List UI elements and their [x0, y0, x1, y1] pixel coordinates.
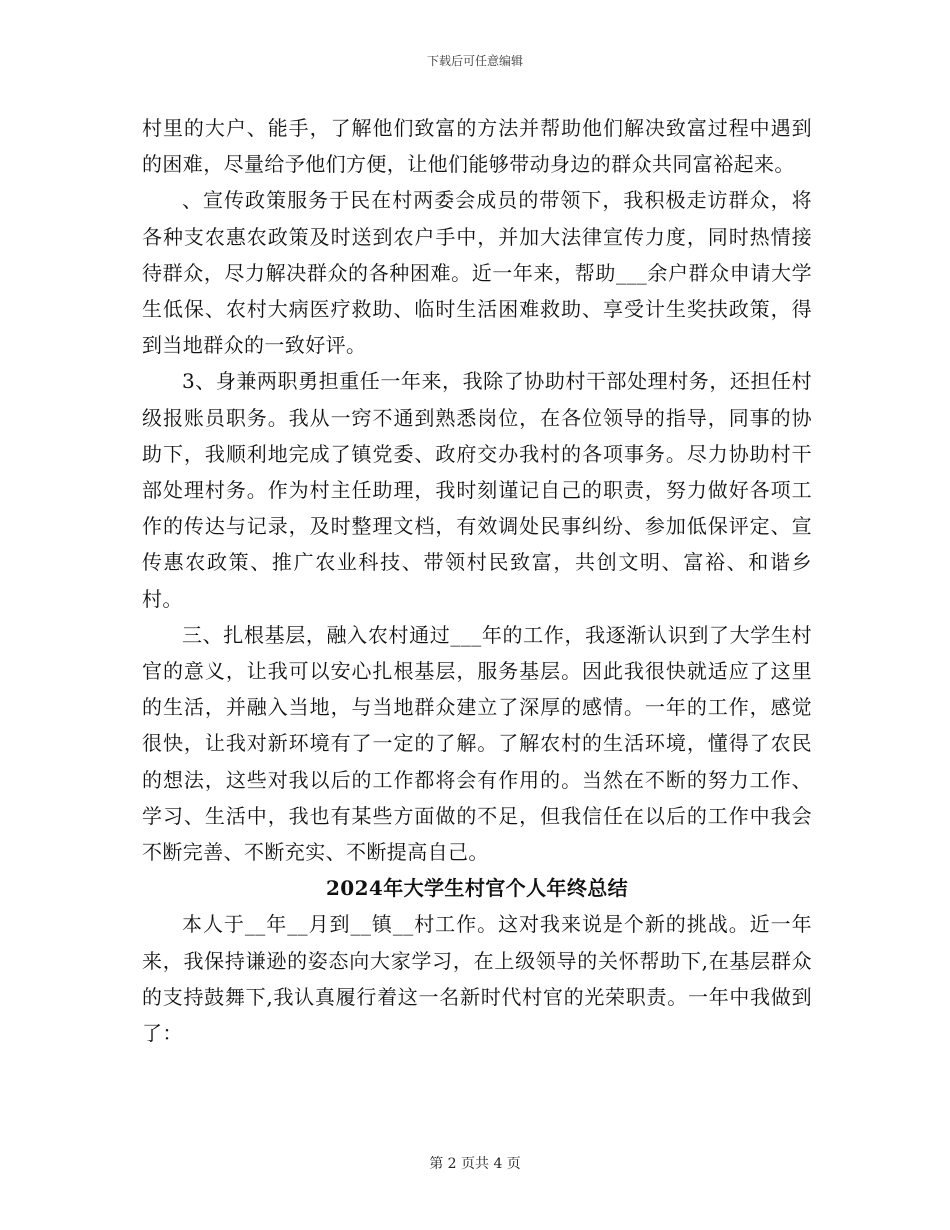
page-number: 第 2 页共 4 页 — [429, 1156, 521, 1172]
paragraph-policy-publicity: 、宣传政策服务于民在村两委会成员的带领下，我积极走访群众，将各种支农惠农政策及时送到农户手中，并加大法律宣传力度，同时热情接待群众，尽力解决群众的各种困难。近一年来，帮助___余户群众申请大学生低保、农村大病医疗救助、临时生活困难救助、享受计生奖扶政策，得到当地群众的一致好评。 — [142, 188, 812, 358]
section-title: 2024年大学生村官个人年终总结 — [325, 876, 629, 901]
header-note: 下载后可任意编辑 — [426, 54, 523, 68]
paragraph-intro: 本人于__年__月到__镇__村工作。这对我来说是个新的挑战。近一年来，我保持谦逊的姿态向大家学习，在上级领导的关怀帮助下,在基层群众的支持鼓舞下,我认真履行着这一名新时代村官的光荣职责。一年中我做到了： — [142, 912, 812, 1046]
paragraph-grassroots: 三、扎根基层，融入农村通过___年的工作，我逐渐认识到了大学生村官的意义，让我可以安心扎根基层，服务基层。因此我很快就适应了这里的生活，并融入当地，与当地群众建立了深厚的感情。一年的工作，感觉很快，让我对新环境有了一定的了解。了解农村的生活环境，懂得了农民的想法，这些对我以后的工作都将会有作用的。当然在不断的努力工作、学习、生活中，我也有某些方面做的不足，但我信任在以后的工作中我会不断完善、不断充实、不断提高自己。 — [142, 622, 812, 865]
paragraph-continuation: 村里的大户、能手，了解他们致富的方法并帮助他们解决致富过程中遇到的困难，尽量给予他们方便，让他们能够带动身边的群众共同富裕起来。 — [142, 116, 812, 177]
paragraph-dual-roles: 3、身兼两职勇担重任一年来，我除了协助村干部处理村务，还担任村级报账员职务。我从一窍不通到熟悉岗位，在各位领导的指导，同事的协助下，我顺利地完成了镇党委、政府交办我村的各项事务。尽力协助村干部处理村务。作为村主任助理，我时刻谨记自己的职责，努力做好各项工作的传达与记录，及时整理文档，有效调处民事纠纷、参加低保评定、宣传惠农政策、推广农业科技、带领村民致富，共创文明、富裕、和谐乡村。 — [142, 369, 812, 611]
document-body — [142, 110, 812, 1051]
